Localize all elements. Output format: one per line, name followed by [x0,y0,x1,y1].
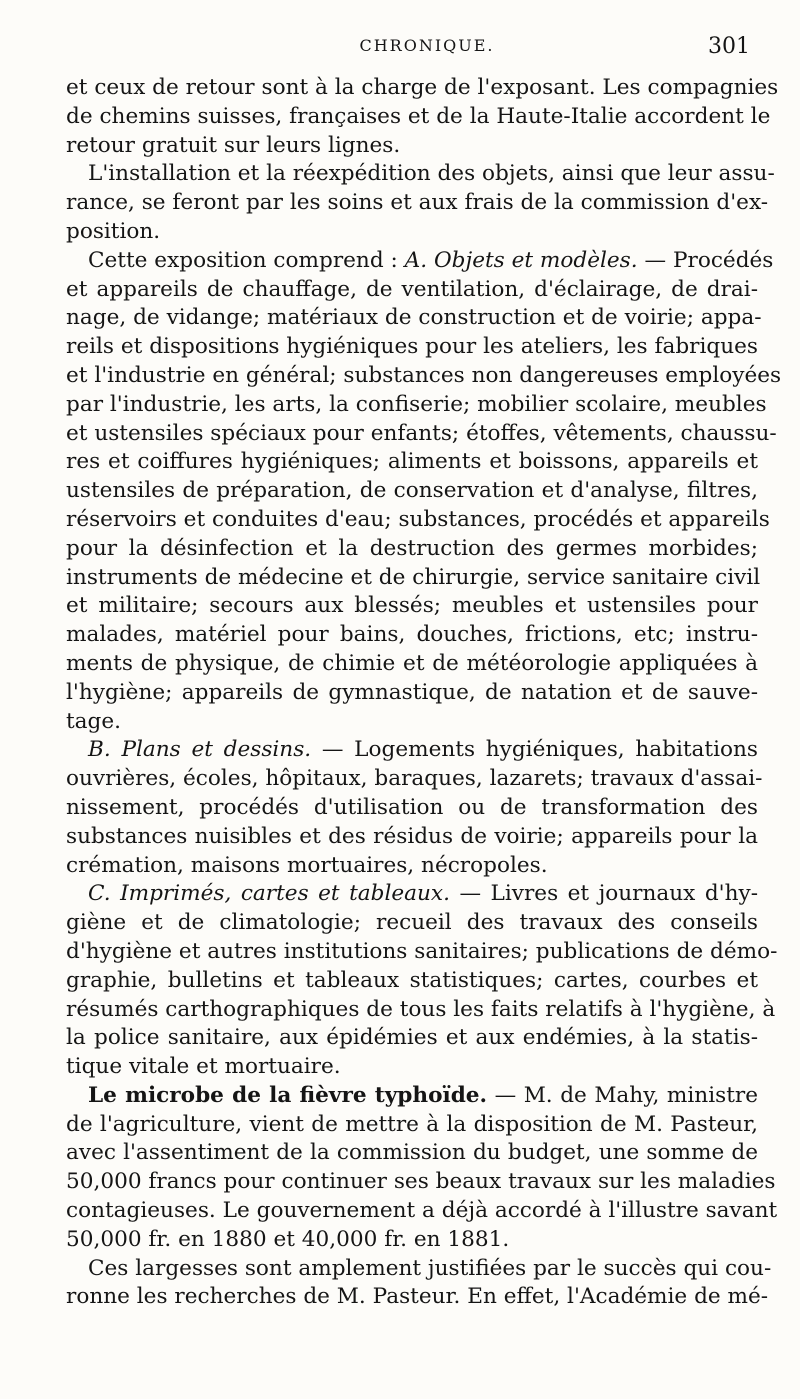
article-heading: Le microbe de la fièvre typhoïde. [88,1082,488,1108]
text-line: tage. [66,708,122,734]
running-head: CHRONIQUE. [359,36,495,55]
paragraph-section-c [66,880,778,1082]
text-line [66,736,758,765]
text-line [66,247,774,276]
text-line: d'hygiène et autres institutions sanitaires; publications de démo- [66,938,778,964]
paragraph-largesses [66,1255,772,1313]
text-line: nage, de vidange; matériaux de construction et de voirie; appa- [66,305,762,331]
text-line: résumés carthographiques de tous les faits relatifs à l'hygiène, à [66,996,776,1022]
text-line: et ustensiles spéciaux pour enfants; étoffes, vêtements, chaussu- [66,420,777,446]
page-number: 301 [708,34,750,59]
text-line: instruments de médecine et de chirurgie, service sanitaire civil [66,564,761,590]
text-line: malades, matériel pour bains, douches, frictions, etc; instru- [66,622,758,648]
text-line: giène et de climatologie; recueil des travaux des conseils [66,910,758,936]
text-line: crémation, maisons mortuaires, nécropoles. [66,852,548,878]
paragraph-section-b [66,736,763,880]
lead-continuation: — Logements hygiéniques, habitations [311,737,758,763]
text-line: et l'industrie en général; substances non dangereuses employées [66,362,782,388]
text-line [66,880,758,909]
lead-continuation: — Procédés [637,247,774,273]
text-line: et ceux de retour sont à la charge de l'exposant. Les compagnies [66,75,779,100]
text-line: L'installation et la réexpédition des objets, ainsi que leur assu- [88,161,775,187]
text-line: réservoirs et conduites d'eau; substances, procédés et appareils [66,506,770,532]
lead-text: Cette exposition comprend : [88,247,405,273]
paragraph-section-a [66,247,782,737]
text-line: de chemins suisses, françaises et de la Haute-Italie accordent le [66,103,771,129]
text-line: ronne les recherches de M. Pasteur. En effet, l'Académie de mé- [66,1284,769,1310]
paragraph-microbe [66,1082,778,1255]
text-line: res et coiffures hygiéniques; aliments et boissons, appareils et [66,449,758,475]
text-line: avec l'assentiment de la commission du budget, une somme de [66,1140,758,1166]
text-line: par l'industrie, les arts, la confiserie; mobilier scolaire, meubles [66,391,767,417]
text-line: ouvrières, écoles, hôpitaux, baraques, lazarets; travaux d'assai- [66,766,763,792]
page-header [66,0,758,74]
section-heading-a: A. Objets et modèles. [404,247,638,273]
text-line: et militaire; secours aux blessés; meubles et ustensiles pour [66,593,758,619]
text-line: la police sanitaire, aux épidémies et aux endémies, à la statis- [66,1025,758,1051]
text-line: pour la désinfection et la destruction des germes morbides; [66,535,758,561]
text-line: position. [66,218,161,244]
text-line: 50,000 fr. en 1880 et 40,000 fr. en 1881. [66,1226,510,1252]
lead-continuation: — M. de Mahy, ministre [487,1082,758,1108]
text-line: contagieuses. Le gouvernement a déjà accordé à l'illustre savant [66,1198,778,1224]
paragraph-return-shipping [66,74,779,160]
text-line: ments de physique, de chimie et de météorologie appliquées à [66,650,758,676]
text-line: l'hygiène; appareils de gymnastique, de natation et de sauve- [66,679,758,705]
paragraph-installation [66,160,775,246]
text-line [66,1082,758,1111]
section-heading-c: C. Imprimés, cartes et tableaux. [88,881,450,907]
text-line: nissement, procédés d'utilisation ou de transformation des [66,794,758,820]
text-line: tique vitale et mortuaire. [66,1054,341,1080]
section-heading-b: B. Plans et dessins. [88,737,312,763]
text-line: rance, se feront par les soins et aux frais de la commission d'ex- [66,190,769,216]
text-line: et appareils de chauffage, de ventilation, d'éclairage, de drai- [66,276,758,302]
text-line: de l'agriculture, vient de mettre à la disposition de M. Pasteur, [66,1111,758,1137]
text-line: graphie, bulletins et tableaux statistiques; cartes, courbes et [66,967,758,993]
body-text [66,74,782,1312]
text-line: 50,000 francs pour continuer ses beaux travaux sur les maladies [66,1169,776,1195]
text-line: retour gratuit sur leurs lignes. [66,132,401,158]
text-line: substances nuisibles et des résidus de voirie; appareils pour la [66,823,758,849]
lead-continuation: — Livres et journaux d'hy- [449,881,759,907]
text-line: Ces largesses sont amplement justifiées par le succès qui cou- [88,1255,772,1281]
text-line: ustensiles de préparation, de conservation et d'analyse, filtres, [66,478,758,504]
text-line: reils et dispositions hygiéniques pour les ateliers, les fabriques [66,334,758,360]
